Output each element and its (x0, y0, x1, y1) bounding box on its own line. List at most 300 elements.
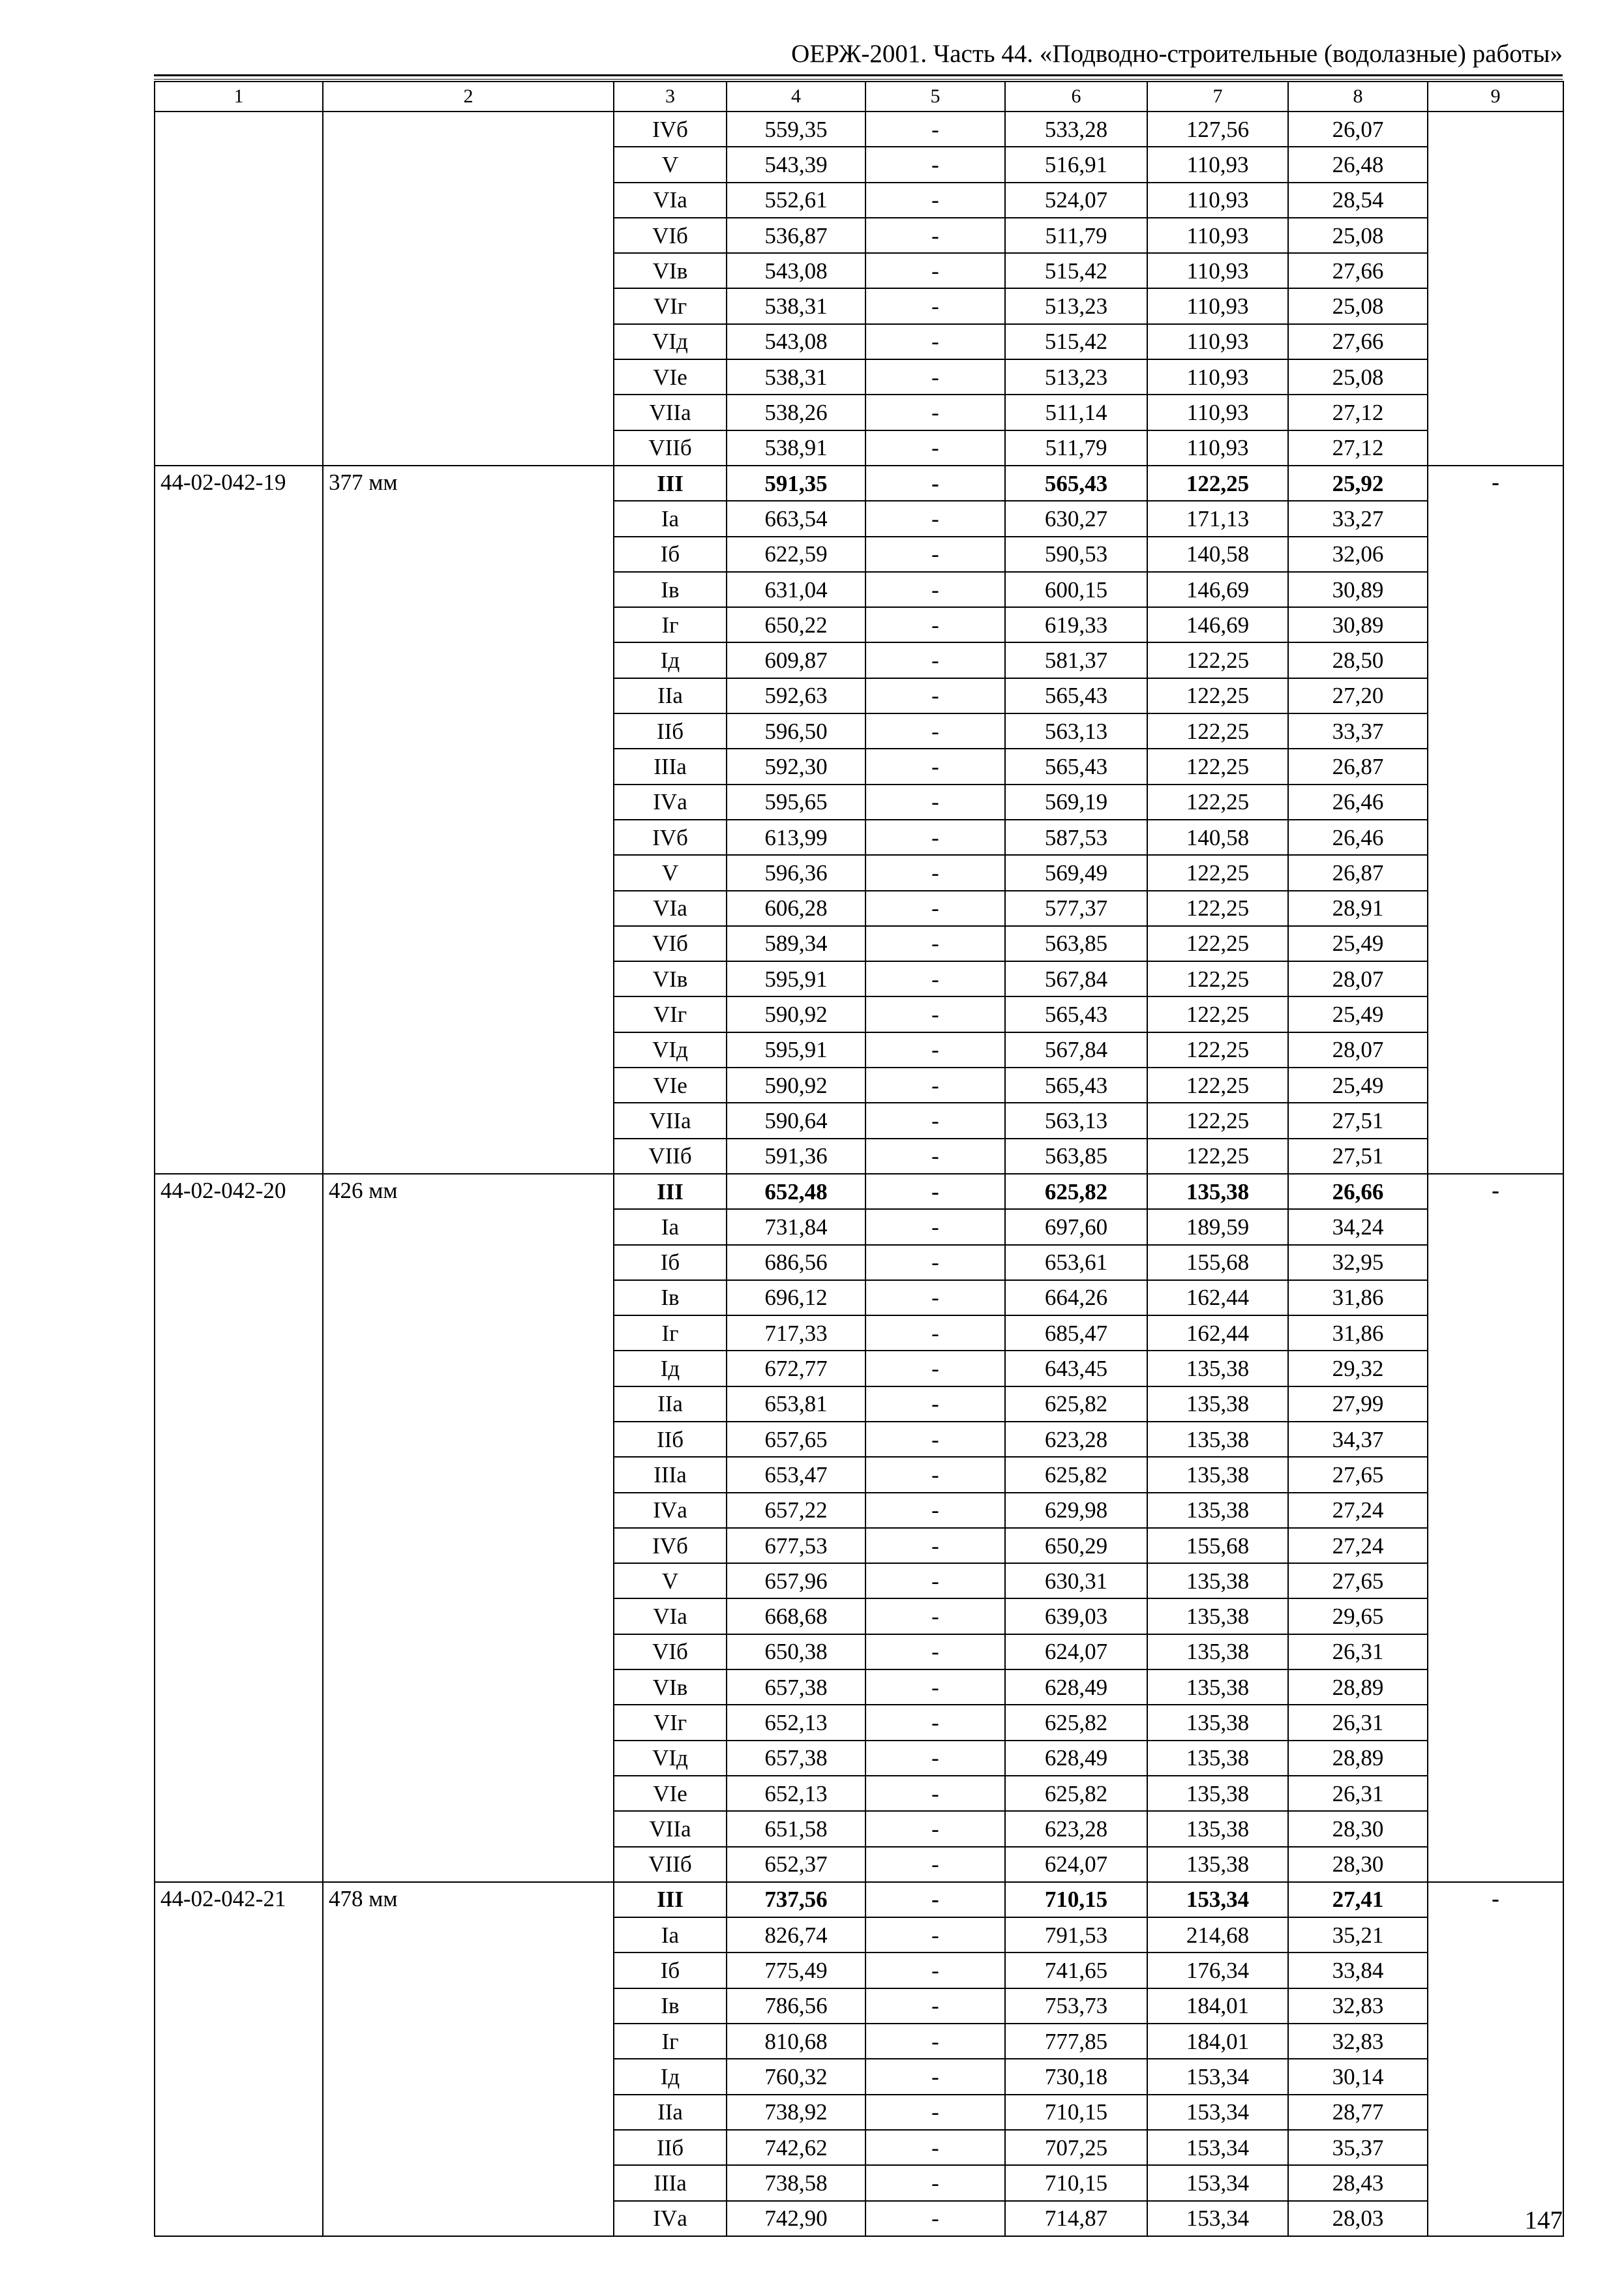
cell-c5: - (865, 1422, 1005, 1457)
cell-c7: 135,38 (1147, 1847, 1288, 1882)
cell-c8: 28,91 (1288, 891, 1428, 926)
cell-c4: 738,58 (727, 2165, 865, 2200)
table-row (155, 1174, 1563, 1209)
cell-c7: 146,69 (1147, 572, 1288, 607)
cell-c6: 710,15 (1005, 2095, 1147, 2130)
cell-c5: - (865, 1882, 1005, 1917)
cell-c4: 657,38 (727, 1669, 865, 1705)
cell-c7: 153,34 (1147, 1882, 1288, 1917)
cell-c7: 122,25 (1147, 996, 1288, 1032)
cell-c5: - (865, 1634, 1005, 1669)
cell-c8: 33,37 (1288, 713, 1428, 749)
cell-c4: 663,54 (727, 501, 865, 536)
cell-c7: 153,34 (1147, 2095, 1288, 2130)
cell-c3: IVб (614, 112, 727, 147)
cell-c8: 26,31 (1288, 1776, 1428, 1811)
cell-c6: 567,84 (1005, 961, 1147, 996)
cell-c3: III (614, 1882, 727, 1917)
cell-c6: 741,65 (1005, 1952, 1147, 1988)
cell-c7: 135,38 (1147, 1351, 1288, 1386)
cell-c3: VIд (614, 324, 727, 359)
cell-c6: 511,79 (1005, 430, 1147, 466)
cell-c5: - (865, 1139, 1005, 1174)
cell-c8: 35,37 (1288, 2130, 1428, 2165)
cell-c7: 110,93 (1147, 288, 1288, 323)
cell-c3: Iг (614, 1315, 727, 1351)
cell-c4: 609,87 (727, 642, 865, 678)
cell-c9: - (1428, 1174, 1563, 1882)
cell-c5: - (865, 1811, 1005, 1846)
price-table (154, 81, 1564, 2237)
cell-c3: Iа (614, 501, 727, 536)
rate-code (155, 112, 323, 466)
cell-c4: 737,56 (727, 1882, 865, 1917)
cell-c6: 619,33 (1005, 607, 1147, 642)
cell-c4: 613,99 (727, 820, 865, 855)
cell-c4: 786,56 (727, 1988, 865, 2024)
cell-c6: 513,23 (1005, 359, 1147, 395)
cell-c8: 25,49 (1288, 996, 1428, 1032)
cell-c6: 625,82 (1005, 1386, 1147, 1422)
cell-c5: - (865, 2201, 1005, 2236)
cell-c3: IVб (614, 1528, 727, 1563)
cell-c8: 25,08 (1288, 288, 1428, 323)
cell-c4: 652,48 (727, 1174, 865, 1209)
cell-c3: Iд (614, 642, 727, 678)
cell-c3: VIг (614, 1705, 727, 1740)
cell-c3: IVа (614, 785, 727, 820)
cell-c3: III (614, 1174, 727, 1209)
cell-c6: 730,18 (1005, 2059, 1147, 2094)
cell-c7: 135,38 (1147, 1669, 1288, 1705)
cell-c3: VIIб (614, 430, 727, 466)
cell-c4: 810,68 (727, 2024, 865, 2059)
cell-c8: 27,51 (1288, 1139, 1428, 1174)
column-number: 1 (155, 82, 323, 112)
cell-c6: 697,60 (1005, 1209, 1147, 1244)
cell-c3: IIа (614, 2095, 727, 2130)
cell-c7: 110,93 (1147, 147, 1288, 182)
column-number: 9 (1428, 82, 1563, 112)
cell-c7: 153,34 (1147, 2201, 1288, 2236)
cell-c7: 135,38 (1147, 1811, 1288, 1846)
cell-c5: - (865, 288, 1005, 323)
cell-c3: VIе (614, 1068, 727, 1103)
cell-c6: 533,28 (1005, 112, 1147, 147)
cell-c8: 28,50 (1288, 642, 1428, 678)
cell-c8: 26,46 (1288, 785, 1428, 820)
cell-c5: - (865, 1669, 1005, 1705)
cell-c8: 25,49 (1288, 1068, 1428, 1103)
cell-c5: - (865, 1776, 1005, 1811)
cell-c7: 122,25 (1147, 785, 1288, 820)
cell-c6: 565,43 (1005, 1068, 1147, 1103)
cell-c7: 110,93 (1147, 218, 1288, 253)
cell-c3: VIа (614, 183, 727, 218)
cell-c7: 153,34 (1147, 2059, 1288, 2094)
cell-c4: 652,37 (727, 1847, 865, 1882)
cell-c8: 27,66 (1288, 324, 1428, 359)
cell-c8: 32,83 (1288, 1988, 1428, 2024)
cell-c8: 28,07 (1288, 1032, 1428, 1068)
cell-c4: 657,22 (727, 1493, 865, 1528)
cell-c4: 653,47 (727, 1457, 865, 1492)
cell-c5: - (865, 1741, 1005, 1776)
table-row (155, 466, 1563, 501)
cell-c4: 536,87 (727, 218, 865, 253)
cell-c8: 26,07 (1288, 112, 1428, 147)
rate-name (323, 112, 614, 466)
cell-c5: - (865, 2095, 1005, 2130)
cell-c4: 543,39 (727, 147, 865, 182)
cell-c5: - (865, 537, 1005, 572)
rate-code: 44-02-042-19 (155, 466, 323, 1174)
cell-c4: 731,84 (727, 1209, 865, 1244)
cell-c6: 565,43 (1005, 678, 1147, 713)
cell-c8: 29,65 (1288, 1598, 1428, 1634)
cell-c3: IIа (614, 1386, 727, 1422)
cell-c8: 26,66 (1288, 1174, 1428, 1209)
table-row (155, 1882, 1563, 1917)
cell-c4: 592,30 (727, 749, 865, 784)
cell-c7: 146,69 (1147, 607, 1288, 642)
cell-c5: - (865, 1598, 1005, 1634)
cell-c7: 184,01 (1147, 1988, 1288, 2024)
cell-c5: - (865, 2059, 1005, 2094)
cell-c7: 214,68 (1147, 1917, 1288, 1952)
cell-c5: - (865, 642, 1005, 678)
cell-c7: 135,38 (1147, 1493, 1288, 1528)
cell-c6: 625,82 (1005, 1776, 1147, 1811)
cell-c5: - (865, 1280, 1005, 1315)
cell-c3: IVб (614, 820, 727, 855)
cell-c4: 591,36 (727, 1139, 865, 1174)
cell-c4: 591,35 (727, 466, 865, 501)
cell-c8: 25,49 (1288, 926, 1428, 961)
cell-c6: 565,43 (1005, 466, 1147, 501)
cell-c4: 650,22 (727, 607, 865, 642)
cell-c3: Iг (614, 607, 727, 642)
cell-c4: 596,50 (727, 713, 865, 749)
cell-c6: 643,45 (1005, 1351, 1147, 1386)
cell-c4: 653,81 (727, 1386, 865, 1422)
cell-c3: IIб (614, 1422, 727, 1457)
cell-c6: 587,53 (1005, 820, 1147, 855)
cell-c6: 590,53 (1005, 537, 1147, 572)
cell-c5: - (865, 1457, 1005, 1492)
cell-c4: 672,77 (727, 1351, 865, 1386)
cell-c6: 623,28 (1005, 1811, 1147, 1846)
cell-c6: 753,73 (1005, 1988, 1147, 2024)
cell-c6: 516,91 (1005, 147, 1147, 182)
cell-c4: 717,33 (727, 1315, 865, 1351)
cell-c6: 628,49 (1005, 1669, 1147, 1705)
cell-c6: 563,13 (1005, 1103, 1147, 1138)
cell-c8: 28,54 (1288, 183, 1428, 218)
cell-c6: 707,25 (1005, 2130, 1147, 2165)
cell-c8: 32,83 (1288, 2024, 1428, 2059)
cell-c6: 567,84 (1005, 1032, 1147, 1068)
cell-c8: 27,41 (1288, 1882, 1428, 1917)
cell-c7: 122,25 (1147, 891, 1288, 926)
cell-c6: 630,31 (1005, 1563, 1147, 1598)
cell-c8: 27,20 (1288, 678, 1428, 713)
cell-c4: 622,59 (727, 537, 865, 572)
cell-c3: IIIа (614, 749, 727, 784)
cell-c5: - (865, 1209, 1005, 1244)
cell-c3: IIб (614, 713, 727, 749)
cell-c3: VIв (614, 253, 727, 288)
cell-c6: 628,49 (1005, 1741, 1147, 1776)
cell-c3: Iа (614, 1209, 727, 1244)
cell-c5: - (865, 1563, 1005, 1598)
column-number-row (155, 82, 1563, 112)
cell-c7: 153,34 (1147, 2165, 1288, 2200)
cell-c8: 30,14 (1288, 2059, 1428, 2094)
cell-c6: 714,87 (1005, 2201, 1147, 2236)
cell-c6: 513,23 (1005, 288, 1147, 323)
cell-c7: 122,25 (1147, 926, 1288, 961)
cell-c8: 27,66 (1288, 253, 1428, 288)
cell-c5: - (865, 1988, 1005, 2024)
cell-c8: 28,89 (1288, 1669, 1428, 1705)
cell-c5: - (865, 112, 1005, 147)
cell-c4: 742,90 (727, 2201, 865, 2236)
cell-c5: - (865, 2130, 1005, 2165)
cell-c3: VIIа (614, 395, 727, 430)
cell-c8: 34,37 (1288, 1422, 1428, 1457)
cell-c7: 135,38 (1147, 1563, 1288, 1598)
cell-c9: - (1428, 1882, 1563, 2236)
cell-c7: 155,68 (1147, 1245, 1288, 1280)
cell-c8: 26,48 (1288, 147, 1428, 182)
cell-c7: 176,34 (1147, 1952, 1288, 1988)
cell-c6: 524,07 (1005, 183, 1147, 218)
cell-c3: III (614, 466, 727, 501)
cell-c7: 122,25 (1147, 1103, 1288, 1138)
cell-c6: 623,28 (1005, 1422, 1147, 1457)
cell-c5: - (865, 785, 1005, 820)
cell-c3: V (614, 147, 727, 182)
cell-c5: - (865, 961, 1005, 996)
cell-c3: IIIа (614, 1457, 727, 1492)
cell-c7: 135,38 (1147, 1386, 1288, 1422)
cell-c5: - (865, 1952, 1005, 1988)
cell-c3: Iд (614, 1351, 727, 1386)
cell-c6: 650,29 (1005, 1528, 1147, 1563)
cell-c8: 26,31 (1288, 1705, 1428, 1740)
cell-c6: 515,42 (1005, 324, 1147, 359)
cell-c8: 26,87 (1288, 749, 1428, 784)
cell-c3: V (614, 1563, 727, 1598)
cell-c5: - (865, 395, 1005, 430)
cell-c7: 127,56 (1147, 112, 1288, 147)
cell-c3: VIб (614, 926, 727, 961)
cell-c3: VIIб (614, 1847, 727, 1882)
cell-c8: 27,12 (1288, 395, 1428, 430)
cell-c3: VIд (614, 1741, 727, 1776)
cell-c6: 565,43 (1005, 749, 1147, 784)
cell-c8: 33,84 (1288, 1952, 1428, 1988)
cell-c4: 595,91 (727, 961, 865, 996)
cell-c4: 538,31 (727, 288, 865, 323)
cell-c6: 563,13 (1005, 713, 1147, 749)
cell-c3: IVа (614, 2201, 727, 2236)
cell-c3: VIIа (614, 1103, 727, 1138)
cell-c8: 27,12 (1288, 430, 1428, 466)
cell-c3: Iв (614, 572, 727, 607)
cell-c8: 27,24 (1288, 1493, 1428, 1528)
cell-c5: - (865, 1386, 1005, 1422)
cell-c7: 110,93 (1147, 253, 1288, 288)
cell-c4: 826,74 (727, 1917, 865, 1952)
cell-c6: 515,42 (1005, 253, 1147, 288)
cell-c5: - (865, 1351, 1005, 1386)
table-row (155, 112, 1563, 147)
cell-c5: - (865, 749, 1005, 784)
cell-c7: 184,01 (1147, 2024, 1288, 2059)
cell-c7: 155,68 (1147, 1528, 1288, 1563)
cell-c9: - (1428, 466, 1563, 1174)
cell-c3: Iб (614, 537, 727, 572)
cell-c3: VIб (614, 1634, 727, 1669)
cell-c5: - (865, 253, 1005, 288)
cell-c8: 27,51 (1288, 1103, 1428, 1138)
cell-c7: 122,25 (1147, 678, 1288, 713)
cell-c6: 625,82 (1005, 1174, 1147, 1209)
cell-c5: - (865, 466, 1005, 501)
cell-c4: 652,13 (727, 1776, 865, 1811)
cell-c8: 28,03 (1288, 2201, 1428, 2236)
cell-c3: VIв (614, 961, 727, 996)
column-number: 8 (1288, 82, 1428, 112)
cell-c6: 664,26 (1005, 1280, 1147, 1315)
cell-c7: 122,25 (1147, 1068, 1288, 1103)
cell-c7: 110,93 (1147, 430, 1288, 466)
header-rule-thick (154, 74, 1563, 76)
cell-c3: VIа (614, 891, 727, 926)
cell-c5: - (865, 359, 1005, 395)
cell-c7: 122,25 (1147, 1139, 1288, 1174)
cell-c5: - (865, 430, 1005, 466)
cell-c5: - (865, 996, 1005, 1032)
cell-c4: 590,64 (727, 1103, 865, 1138)
cell-c4: 595,91 (727, 1032, 865, 1068)
cell-c4: 595,65 (727, 785, 865, 820)
cell-c4: 631,04 (727, 572, 865, 607)
cell-c7: 135,38 (1147, 1457, 1288, 1492)
column-number: 5 (865, 82, 1005, 112)
cell-c5: - (865, 1032, 1005, 1068)
cell-c6: 577,37 (1005, 891, 1147, 926)
cell-c3: VIа (614, 1598, 727, 1634)
cell-c4: 596,36 (727, 855, 865, 890)
rate-name: 478 мм (323, 1882, 614, 2236)
cell-c4: 606,28 (727, 891, 865, 926)
rate-code: 44-02-042-21 (155, 1882, 323, 2236)
cell-c8: 27,65 (1288, 1563, 1428, 1598)
cell-c4: 668,68 (727, 1598, 865, 1634)
cell-c8: 28,30 (1288, 1847, 1428, 1882)
column-number: 4 (727, 82, 865, 112)
cell-c7: 110,93 (1147, 183, 1288, 218)
cell-c6: 511,79 (1005, 218, 1147, 253)
cell-c3: IVа (614, 1493, 727, 1528)
cell-c5: - (865, 1103, 1005, 1138)
cell-c7: 140,58 (1147, 820, 1288, 855)
cell-c8: 28,89 (1288, 1741, 1428, 1776)
cell-c8: 27,99 (1288, 1386, 1428, 1422)
cell-c4: 742,62 (727, 2130, 865, 2165)
cell-c5: - (865, 607, 1005, 642)
cell-c8: 26,46 (1288, 820, 1428, 855)
cell-c7: 135,38 (1147, 1174, 1288, 1209)
column-number: 3 (614, 82, 727, 112)
cell-c3: Iб (614, 1952, 727, 1988)
cell-c6: 565,43 (1005, 996, 1147, 1032)
page-number: 147 (1524, 2206, 1563, 2234)
cell-c3: Iд (614, 2059, 727, 2094)
cell-c3: IIIа (614, 2165, 727, 2200)
cell-c8: 28,43 (1288, 2165, 1428, 2200)
cell-c5: - (865, 926, 1005, 961)
cell-c7: 135,38 (1147, 1776, 1288, 1811)
cell-c3: Iг (614, 2024, 727, 2059)
cell-c8: 35,21 (1288, 1917, 1428, 1952)
cell-c3: Iв (614, 1988, 727, 2024)
cell-c6: 639,03 (1005, 1598, 1147, 1634)
cell-c3: V (614, 855, 727, 890)
cell-c4: 657,38 (727, 1741, 865, 1776)
cell-c6: 629,98 (1005, 1493, 1147, 1528)
cell-c6: 625,82 (1005, 1705, 1147, 1740)
cell-c7: 110,93 (1147, 359, 1288, 395)
cell-c8: 30,89 (1288, 572, 1428, 607)
cell-c5: - (865, 2024, 1005, 2059)
cell-c4: 589,34 (727, 926, 865, 961)
cell-c7: 135,38 (1147, 1634, 1288, 1669)
cell-c5: - (865, 1315, 1005, 1351)
cell-c3: VIе (614, 359, 727, 395)
cell-c8: 31,86 (1288, 1315, 1428, 1351)
cell-c3: VIе (614, 1776, 727, 1811)
cell-c7: 135,38 (1147, 1741, 1288, 1776)
cell-c9 (1428, 112, 1563, 466)
cell-c3: IIб (614, 2130, 727, 2165)
cell-c6: 710,15 (1005, 1882, 1147, 1917)
cell-c7: 189,59 (1147, 1209, 1288, 1244)
cell-c6: 581,37 (1005, 642, 1147, 678)
cell-c6: 791,53 (1005, 1917, 1147, 1952)
cell-c4: 696,12 (727, 1280, 865, 1315)
cell-c6: 511,14 (1005, 395, 1147, 430)
cell-c5: - (865, 1917, 1005, 1952)
cell-c8: 25,08 (1288, 218, 1428, 253)
cell-c8: 27,65 (1288, 1457, 1428, 1492)
cell-c3: VIIб (614, 1139, 727, 1174)
cell-c4: 686,56 (727, 1245, 865, 1280)
cell-c6: 624,07 (1005, 1847, 1147, 1882)
cell-c6: 569,49 (1005, 855, 1147, 890)
cell-c5: - (865, 713, 1005, 749)
cell-c7: 162,44 (1147, 1315, 1288, 1351)
cell-c4: 650,38 (727, 1634, 865, 1669)
cell-c7: 122,25 (1147, 713, 1288, 749)
cell-c5: - (865, 1493, 1005, 1528)
cell-c5: - (865, 501, 1005, 536)
cell-c5: - (865, 1847, 1005, 1882)
cell-c4: 543,08 (727, 324, 865, 359)
